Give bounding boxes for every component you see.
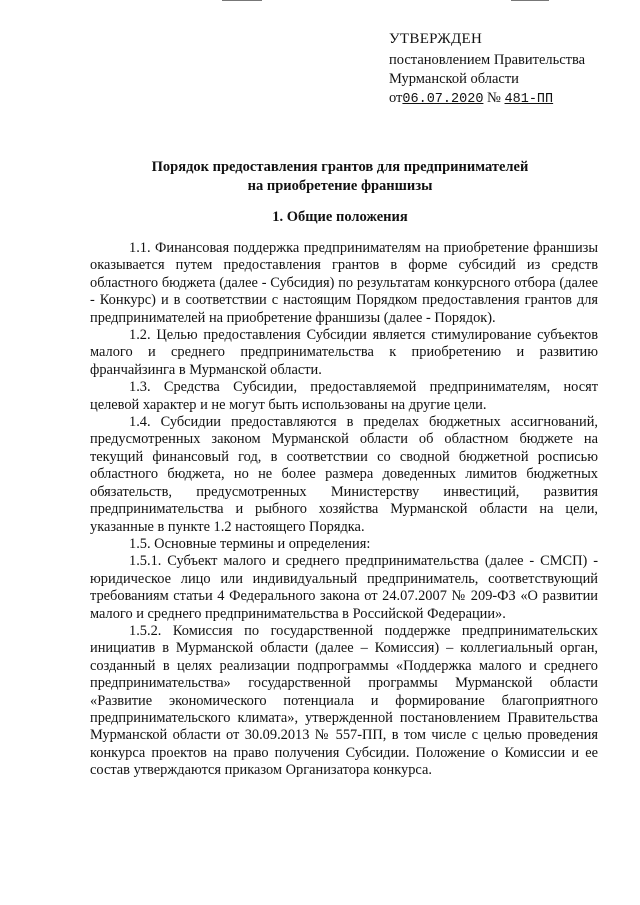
paragraph-1-4: 1.4. Субсидии предоставляются в пределах бюджетных ассигнований, предусмотренных законом Мурманской области об областном бюджете на текущий финансовый год, в соответствии со сводной бюджетной росписью областного бюджета, но не более размера доведенных лимитов бюджетных обязательств, предусмотренных Министерству инвестиций, развития предпринимательства и рыбного хозяйства Мурманской области на цели, указанные в пункте 1.2 настоящего Порядка. [90,414,598,535]
paragraph-1-1: 1.1. Финансовая поддержка предпринимателям на приобретение франшизы оказывается путем предоставления грантов в форме субсидий из средств областного бюджета (далее - Субсидия) по результатам конкурсного отбора (далее - Конкурс) и в соответствии с настоящим Порядком предоставления грантов для предпринимателей на приобретение франшизы (далее - Порядок). [90,240,598,326]
document-title-line-2: на приобретение франшизы [247,178,433,194]
approval-date-line [389,89,585,109]
scan-edge-line-left [222,0,262,1]
document-title-line-1: Порядок предоставления грантов для предпринимателей [151,159,529,175]
approval-date-prefix: от [389,90,403,106]
scan-edge-line-right [511,0,549,1]
document-body [90,240,598,780]
approval-number-prefix: № [487,90,501,106]
approval-date: 06.07.2020 [402,92,484,107]
paragraph-1-5-1: 1.5.1. Субъект малого и среднего предпринимательства (далее - СМСП) - юридическое лицо или индивидуальный предприниматель, соответствующий требованиям статьи 4 Федерального закона от 24.07.2007 № 209-ФЗ «О развитии малого и среднего предпринимательства в Российской Федерации». [90,553,598,622]
approval-stamp [389,30,585,109]
paragraph-1-5-2: 1.5.2. Комиссия по государственной поддержке предпринимательских инициатив в Мурманской области (далее – Комиссия) – коллегиальный орган, созданный в целях реализации подпрограммы «Поддержка малого и среднего предпринимательства» государственной программы Мурманской области «Развитие экономического потенциала и формирование благоприятного предпринимательского климата», утвержденной постановлением Правительства Мурманской области от 30.09.2013 № 557-ПП, в том числе с целью проведения конкурса проектов на право получения Субсидии. Положение о Комиссии и ее состав утверждаются приказом Организатора конкурса. [90,622,598,779]
approval-line-1: постановлением Правительства [389,52,586,68]
section-heading: 1. Общие положения [272,209,408,225]
approval-heading: УТВЕРЖДЕН [389,31,483,47]
approval-line-2: Мурманской области [389,71,519,87]
document-title [90,158,590,196]
paragraph-1-2: 1.2. Целью предоставления Субсидии является стимулирование субъектов малого и среднего предпринимательства к приобретению и развитию франчайзинга в Мурманской области. [90,327,598,378]
paragraph-1-5: 1.5. Основные термины и определения: [129,535,371,552]
approval-number: 481-ПП [504,92,554,107]
paragraph-1-3: 1.3. Средства Субсидии, предоставляемой предпринимателям, носят целевой характер и не могут быть использованы на другие цели. [90,379,598,413]
